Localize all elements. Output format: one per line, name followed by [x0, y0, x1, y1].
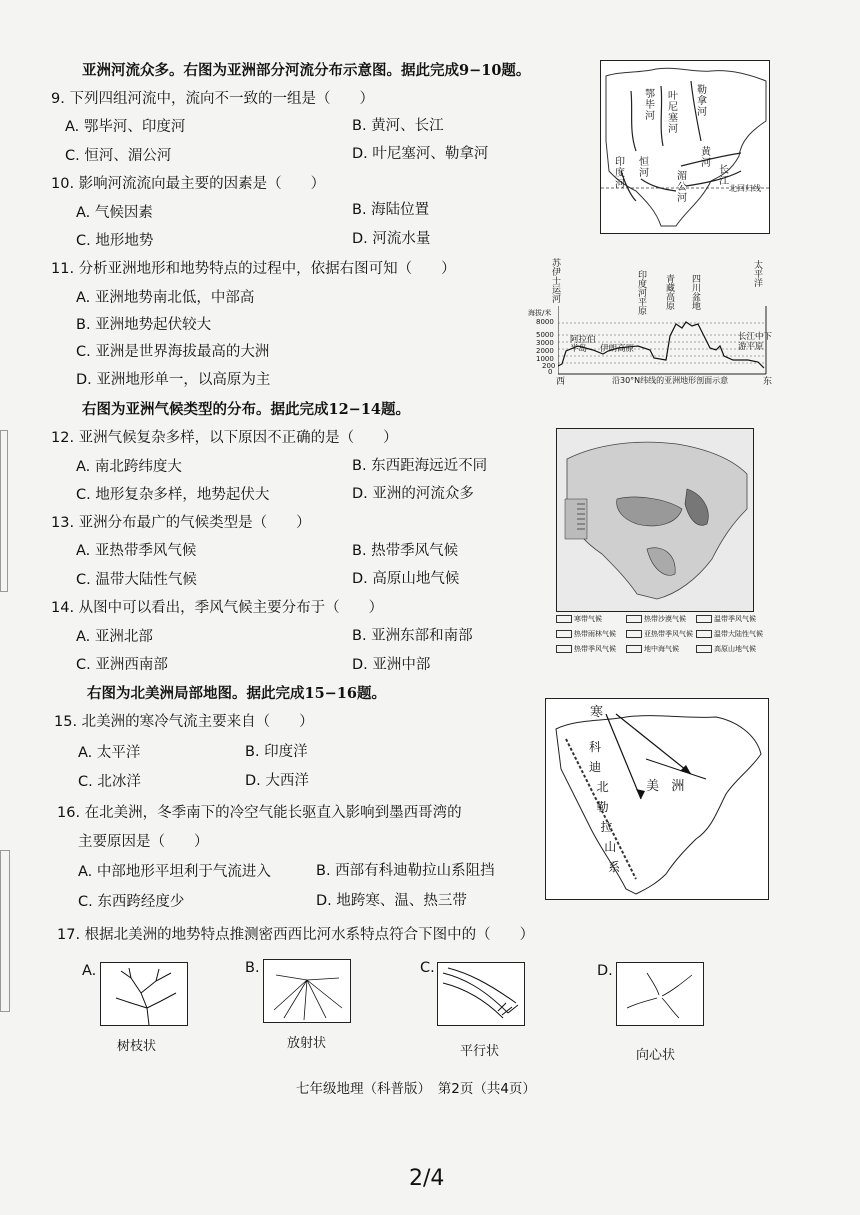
q14-option-b[interactable]: B. 亚洲东部和南部	[352, 628, 473, 644]
q16-option-d[interactable]: D. 地跨寒、温、热三带	[316, 893, 467, 909]
profile-tick: 5000	[536, 331, 554, 339]
page-indicator: 2/4	[409, 1166, 445, 1191]
legend-swatch	[696, 630, 712, 638]
legend-item: 热带沙漠气候	[626, 614, 686, 625]
q13-option-d[interactable]: D. 高原山地气候	[352, 571, 460, 587]
q13-option-c[interactable]: C. 温带大陆性气候	[76, 572, 197, 588]
na-label-cold: 寒	[590, 705, 604, 720]
map-label-tropic: 北回归线	[729, 184, 761, 193]
legend-item: 亚热带季风气候	[626, 629, 693, 640]
q15-option-d[interactable]: D. 大西洋	[245, 773, 309, 789]
legend-swatch	[696, 615, 712, 623]
asia-profile-figure	[520, 258, 775, 388]
river-pattern-centripetal[interactable]	[616, 962, 704, 1026]
q17-option-b-letter[interactable]: B.	[245, 960, 260, 976]
q10-option-b[interactable]: B. 海陆位置	[352, 202, 430, 218]
map-label-yellow-river: 黄 河	[701, 147, 711, 169]
q9-stem: 9. 下列四组河流中，流向不一致的一组是（ ）	[51, 91, 374, 107]
asia-rivers-drawing	[601, 61, 769, 233]
asia-climate-map	[556, 428, 754, 612]
map-label-indus: 印 度 河	[615, 157, 625, 190]
q17-option-d-letter[interactable]: D.	[597, 963, 613, 979]
profile-tick: 1000	[536, 355, 554, 363]
q13-option-b[interactable]: B. 热带季风气候	[352, 543, 459, 559]
q10-option-a[interactable]: A. 气候因素	[76, 205, 153, 221]
dendritic-drawing	[101, 963, 187, 1025]
profile-label-suez: 苏伊士运河	[552, 259, 562, 305]
q15-option-b[interactable]: B. 印度洋	[245, 744, 308, 760]
river-pattern-parallel[interactable]	[437, 962, 525, 1026]
q12-stem: 12. 亚洲气候复杂多样，以下原因不正确的是（ ）	[51, 430, 398, 446]
river-pattern-radial[interactable]	[263, 959, 351, 1023]
q13-stem: 13. 亚洲分布最广的气候类型是（ ）	[51, 515, 311, 531]
caption-radial: 放射状	[287, 1036, 327, 1051]
q16-option-c[interactable]: C. 东西跨经度少	[78, 894, 185, 910]
q11-option-c[interactable]: C. 亚洲是世界海拔最高的大洲	[76, 344, 270, 360]
profile-tick: 3000	[536, 339, 554, 347]
centripetal-drawing	[617, 963, 703, 1025]
legend-swatch	[696, 645, 712, 653]
q15-option-a[interactable]: A. 太平洋	[78, 745, 141, 761]
north-america-drawing	[546, 699, 768, 899]
q14-option-a[interactable]: A. 亚洲北部	[76, 629, 153, 645]
legend-item: 温带大陆性气候	[696, 629, 763, 640]
q16-stem-cont: 主要原因是（ ）	[78, 834, 209, 850]
intro-rivers: 亚洲河流众多。右图为亚洲部分河流分布示意图。据此完成9−10题。	[82, 62, 531, 79]
caption-parallel: 平行状	[460, 1044, 500, 1059]
na-label-cordillera: 科 迪 北 勒 拉 山 系	[589, 740, 621, 874]
legend-swatch	[556, 615, 572, 623]
profile-east: 东	[763, 377, 773, 387]
profile-label-tibet: 青藏高原	[666, 275, 676, 312]
river-pattern-dendritic[interactable]	[100, 962, 188, 1026]
q11-option-b[interactable]: B. 亚洲地势起伏较大	[76, 317, 212, 333]
legend-item: 温带季风气候	[696, 614, 756, 625]
page-footer: 七年级地理（科普版） 第2页（共4页）	[296, 1081, 536, 1097]
q11-option-a[interactable]: A. 亚洲地势南北低，中部高	[76, 290, 255, 306]
profile-label-iran: 伊朗高原	[600, 344, 635, 354]
profile-tick: 2000	[536, 347, 554, 355]
q11-option-d[interactable]: D. 亚洲地形单一，以高原为主	[76, 372, 271, 388]
q15-stem: 15. 北美洲的寒冷气流主要来自（ ）	[54, 714, 314, 730]
q12-option-c[interactable]: C. 地形复杂多样，地势起伏大	[76, 487, 270, 503]
q9-option-d[interactable]: D. 叶尼塞河、勒拿河	[352, 146, 489, 162]
caption-dendritic: 树枝状	[117, 1039, 157, 1054]
q17-option-a-letter[interactable]: A.	[82, 963, 97, 979]
legend-item: 热带季风气候	[556, 644, 616, 655]
legend-swatch	[626, 630, 642, 638]
profile-axis-unit: 海拔/米	[528, 309, 552, 317]
legend-item: 寒带气候	[556, 614, 602, 625]
legend-swatch	[626, 645, 642, 653]
map-label-lena: 勒 拿 河	[697, 85, 707, 118]
map-label-mekong: 湄 公 河	[677, 171, 687, 204]
map-label-ob: 鄂 毕 河	[645, 89, 655, 122]
profile-west: 西	[556, 377, 566, 387]
profile-caption: 沿30°N纬线的亚洲地形剖面示意	[612, 376, 729, 385]
map-label-ganges: 恒 河	[639, 157, 649, 179]
legend-swatch	[556, 645, 572, 653]
legend-swatch	[556, 630, 572, 638]
q16-stem: 16. 在北美洲，冬季南下的冷空气能长驱直入影响到墨西哥湾的	[57, 805, 462, 821]
legend-swatch	[626, 615, 642, 623]
legend-item: 地中海气候	[626, 644, 679, 655]
profile-label-sichuan: 四川盆地	[692, 275, 702, 312]
climate-map-drawing	[557, 429, 753, 611]
q9-option-a[interactable]: A. 鄂毕河、印度河	[65, 119, 186, 135]
profile-tick: 200	[542, 362, 556, 370]
scan-edge-mark	[0, 850, 10, 1012]
q14-option-d[interactable]: D. 亚洲中部	[352, 657, 431, 673]
q12-option-b[interactable]: B. 东西距海远近不同	[352, 458, 488, 474]
profile-tick: 0	[548, 368, 553, 376]
caption-centripetal: 向心状	[636, 1048, 676, 1063]
profile-label-arabia: 阿拉伯半岛	[570, 335, 596, 354]
map-label-yenisei: 叶 尼 塞 河	[668, 91, 678, 135]
intro-climate: 右图为亚洲气候类型的分布。据此完成12−14题。	[82, 401, 411, 418]
na-label-america: 美 洲	[646, 779, 685, 794]
radial-drawing	[264, 960, 350, 1022]
q16-option-a[interactable]: A. 中部地形平坦利于气流进入	[78, 864, 271, 880]
profile-label-pacific: 太平洋	[754, 261, 764, 289]
q17-option-c-letter[interactable]: C.	[420, 960, 435, 976]
profile-tick: 8000	[536, 318, 554, 326]
q12-option-a[interactable]: A. 南北跨纬度大	[76, 459, 182, 475]
map-label-yangtze: 长 江	[719, 165, 729, 187]
legend-item: 热带雨林气候	[556, 629, 616, 640]
profile-label-yangtze-plain: 长江中下游平原	[738, 332, 773, 352]
q17-stem: 17. 根据北美洲的地势特点推测密西西比河水系特点符合下图中的（ ）	[57, 927, 535, 943]
q16-option-b[interactable]: B. 西部有科迪勒拉山系阻挡	[316, 863, 495, 879]
parallel-drawing	[438, 963, 524, 1025]
q14-option-c[interactable]: C. 亚洲西南部	[76, 657, 168, 673]
q15-option-c[interactable]: C. 北冰洋	[78, 774, 141, 790]
climate-legend	[556, 614, 766, 660]
north-america-map	[545, 698, 769, 900]
profile-label-indus-plain: 印度河平原	[638, 271, 648, 317]
q13-option-a[interactable]: A. 亚热带季风气候	[76, 543, 197, 559]
q12-option-d[interactable]: D. 亚洲的河流众多	[352, 486, 474, 502]
q9-option-b[interactable]: B. 黄河、长江	[352, 118, 444, 134]
intro-north-america: 右图为北美洲局部地图。据此完成15−16题。	[87, 685, 387, 702]
scan-edge-mark	[0, 430, 8, 592]
q14-stem: 14. 从图中可以看出，季风气候主要分布于（ ）	[51, 600, 384, 616]
q11-stem: 11. 分析亚洲地形和地势特点的过程中，依据右图可知（ ）	[51, 261, 456, 277]
q10-option-c[interactable]: C. 地形地势	[76, 233, 154, 249]
q10-option-d[interactable]: D. 河流水量	[352, 231, 431, 247]
q10-stem: 10. 影响河流流向最主要的因素是（ ）	[51, 176, 326, 192]
asia-rivers-map	[600, 60, 770, 234]
legend-item: 高原山地气候	[696, 644, 756, 655]
q9-option-c[interactable]: C. 恒河、湄公河	[65, 148, 172, 164]
